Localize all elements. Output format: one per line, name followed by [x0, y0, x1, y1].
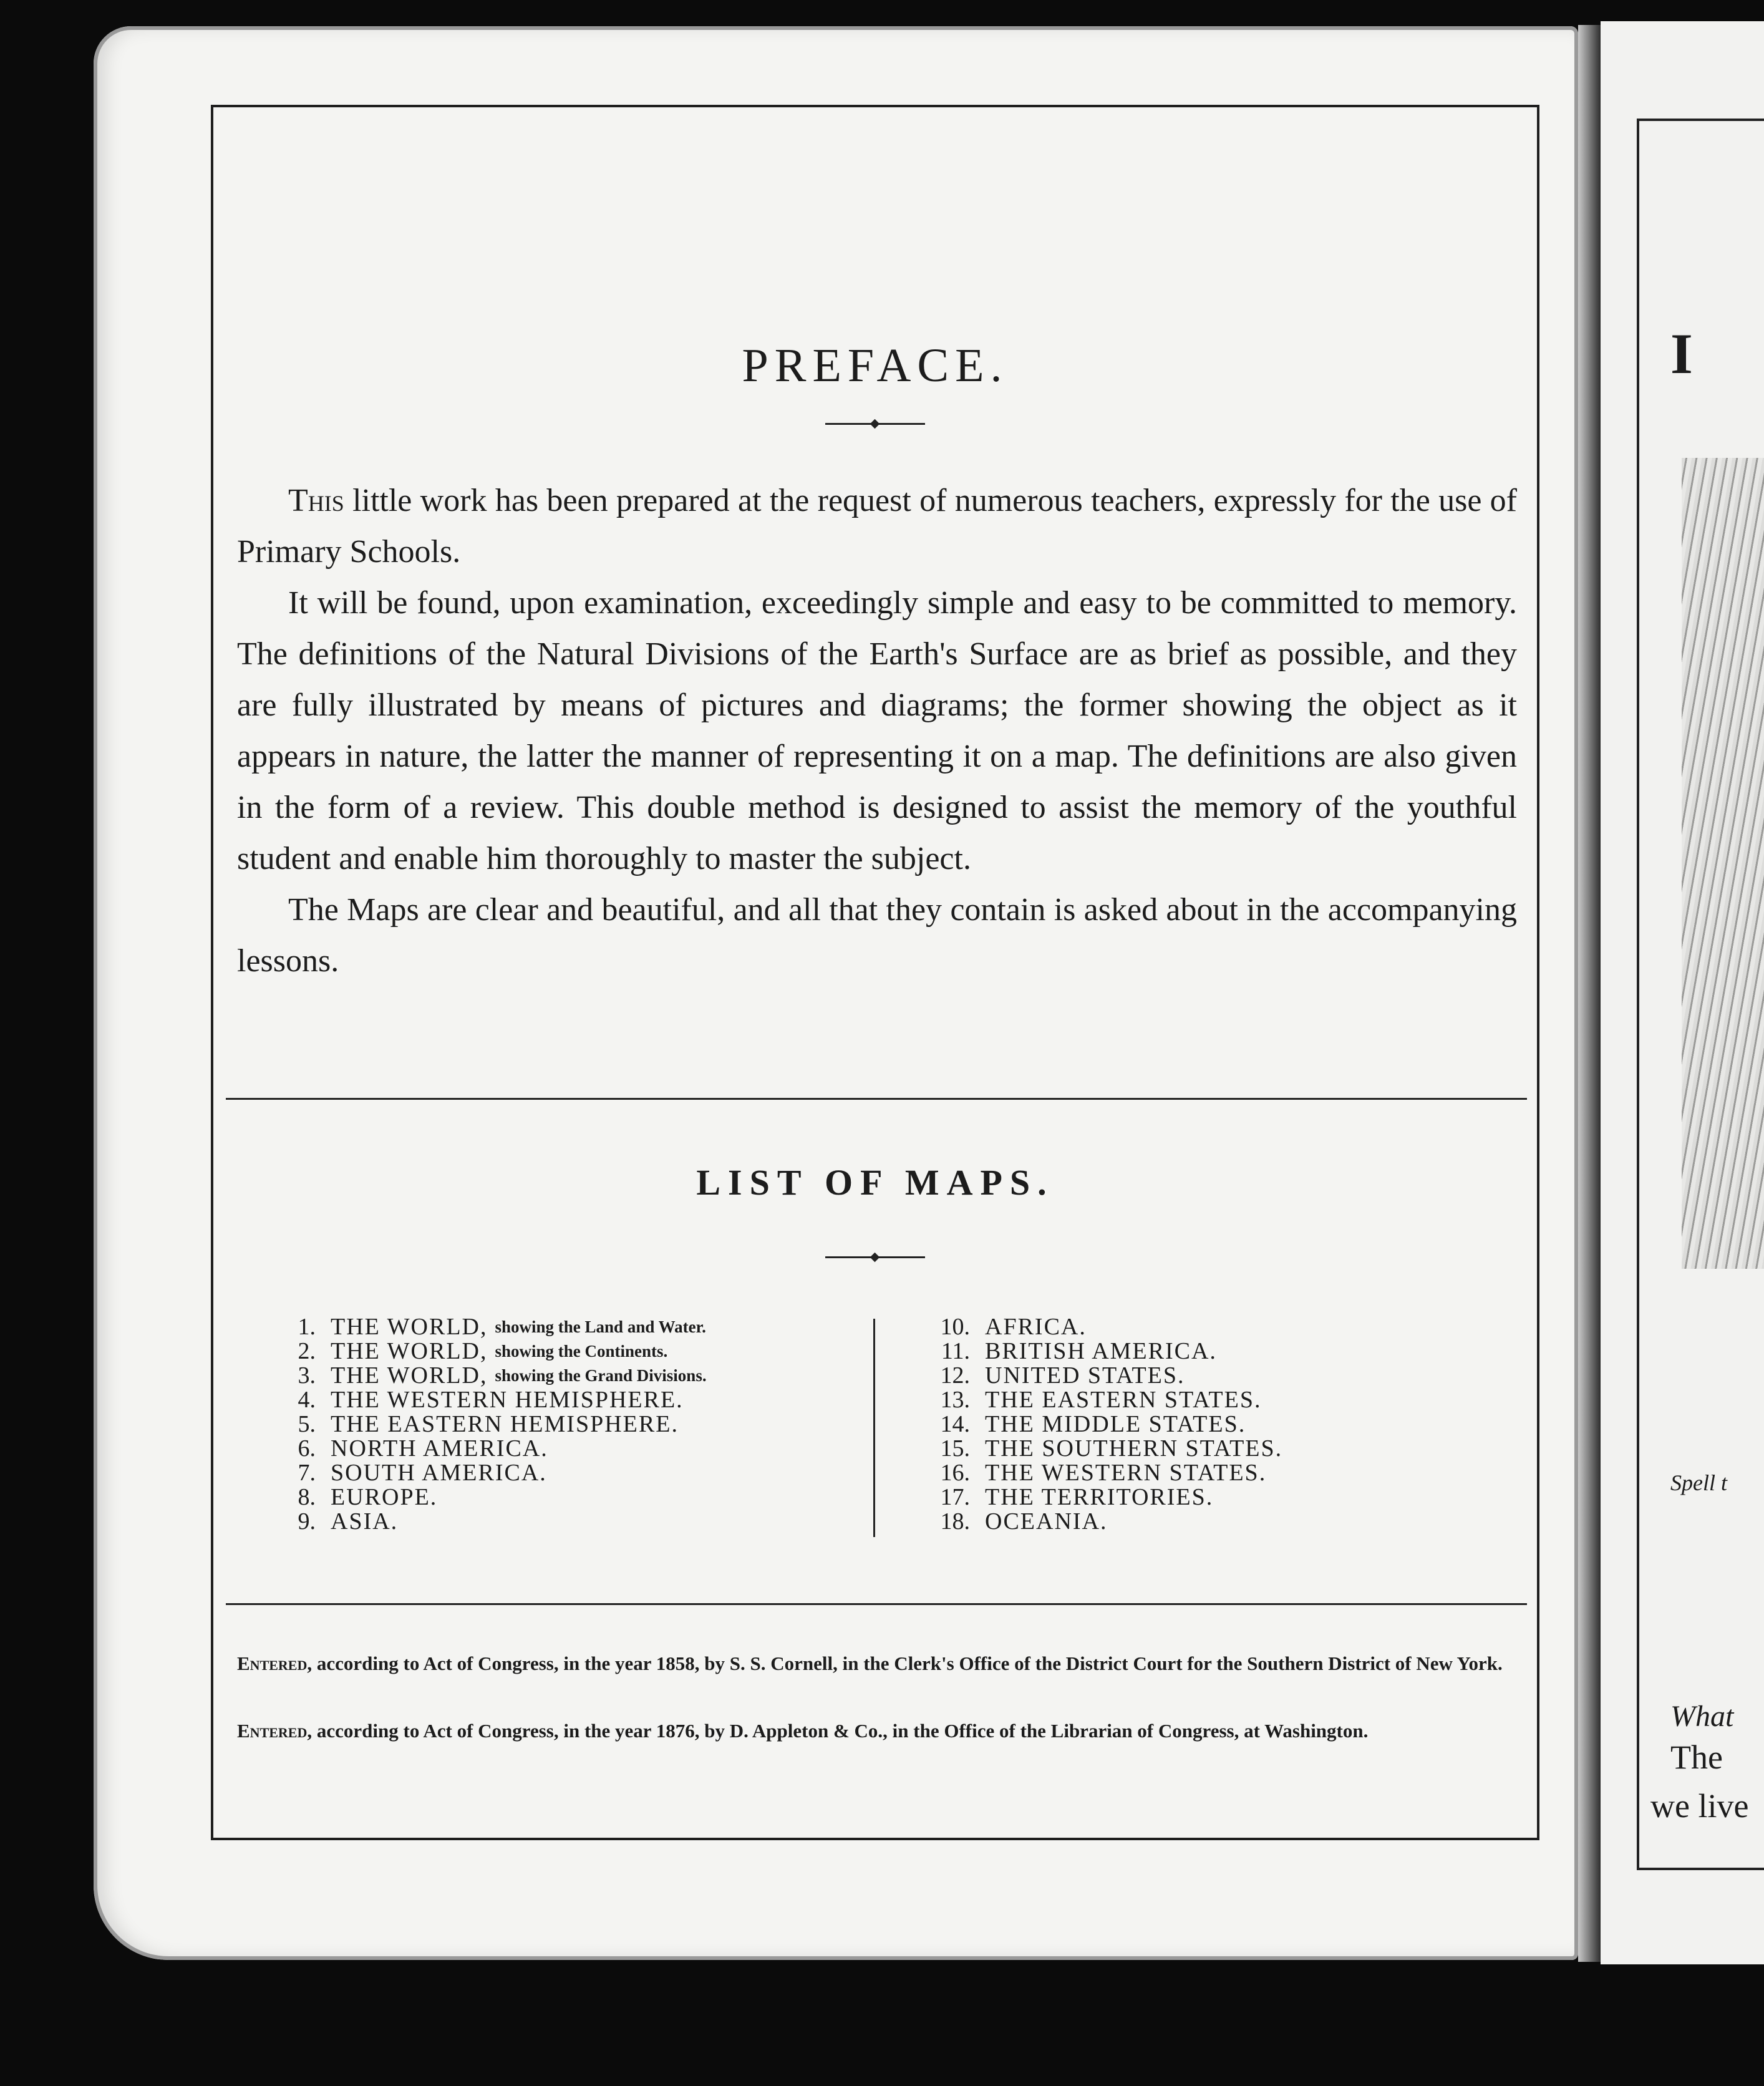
facing-page-text-line2: we live: [1650, 1787, 1749, 1825]
map-list-item: 5. THE EASTERN HEMISPHERE.: [298, 1411, 679, 1437]
map-list-right-column: [928, 1315, 1489, 1534]
preface-body: [237, 475, 1517, 987]
map-list-item: 11. BRITISH AMERICA.: [941, 1338, 1217, 1364]
preface-paragraph: This little work has been prepared at the request of numerous teachers, expressly for the use of Primary Schools.: [237, 483, 1517, 570]
preface-title: PREFACE.: [742, 339, 1009, 392]
section-divider: [226, 1098, 1527, 1100]
map-list-item: 16. THE WESTERN STATES.: [940, 1460, 1267, 1486]
preface-paragraph: The Maps are clear and beautiful, and all that they contain is asked about in the accompanying lessons.: [237, 892, 1517, 979]
facing-page-caption-fragment: Spell t: [1670, 1470, 1727, 1495]
map-list-item: 14. THE MIDDLE STATES.: [940, 1411, 1246, 1437]
facing-page-illustration: [1682, 458, 1764, 1269]
page-frame: [211, 105, 1539, 1840]
map-list-item: 10. AFRICA.: [940, 1314, 1087, 1340]
map-list-item: 9. ASIA.: [298, 1508, 399, 1535]
map-list-item: 15. THE SOUTHERN STATES.: [940, 1435, 1283, 1462]
copyright-notice: Entered, according to Act of Congress, in the year 1876, by D. Appleton & Co., in the Office of the Librarian of Congress, at Washington.: [237, 1720, 1369, 1742]
map-list-item: 8. EUROPE.: [298, 1484, 438, 1510]
map-list-item: 3. THE WORLD, showing the Grand Divisions.: [298, 1362, 707, 1389]
map-list-item: 2. THE WORLD, showing the Continents.: [298, 1338, 668, 1364]
map-list-item: 18. OCEANIA.: [940, 1508, 1108, 1535]
facing-page-title-fragment: I: [1670, 322, 1693, 386]
column-divider: [873, 1319, 875, 1537]
map-list-item: 13. THE EASTERN STATES.: [940, 1387, 1262, 1413]
paragraph-lead-word: This: [288, 483, 344, 518]
map-list-left-column: [273, 1315, 847, 1534]
map-list-item: 7. SOUTH AMERICA.: [298, 1460, 547, 1486]
copyright-notice: Entered, according to Act of Congress, in the year 1858, by S. S. Cornell, in the Clerk's Office of the District Court for the Southern District of New York.: [237, 1652, 1503, 1674]
facing-page-fragment: [1601, 21, 1764, 1964]
map-list-item: 17. THE TERRITORIES.: [940, 1484, 1214, 1510]
map-list-item: 6. NORTH AMERICA.: [298, 1435, 548, 1462]
book-spine-edge: [1578, 25, 1601, 1962]
preface-paragraph: It will be found, upon examination, exceedingly simple and easy to be committed to memory. The definitions of the Natural Divisions of the Earth's Surface are as brief as possible, and they are fully illustrated by means of pictures and diagrams; the former showing the object as it appears in nature, the latter the manner of representing it on a map. The definitions are also given in the form of a review. This double method is designed to assist the memory of the youthful student and enable him thoroughly to master the subject.: [237, 585, 1517, 876]
list-ornament: [825, 1254, 925, 1260]
map-list-item: 12. UNITED STATES.: [940, 1362, 1185, 1389]
facing-page-text-line1: The: [1670, 1739, 1723, 1776]
map-list-item: 1. THE WORLD, showing the Land and Water.: [298, 1314, 706, 1340]
facing-page-question-fragment: What: [1670, 1700, 1734, 1733]
map-list-item: 4. THE WESTERN HEMISPHERE.: [298, 1387, 684, 1413]
section-divider: [226, 1603, 1527, 1605]
title-ornament: [825, 420, 925, 427]
list-of-maps-title: LIST OF MAPS.: [696, 1162, 1054, 1203]
